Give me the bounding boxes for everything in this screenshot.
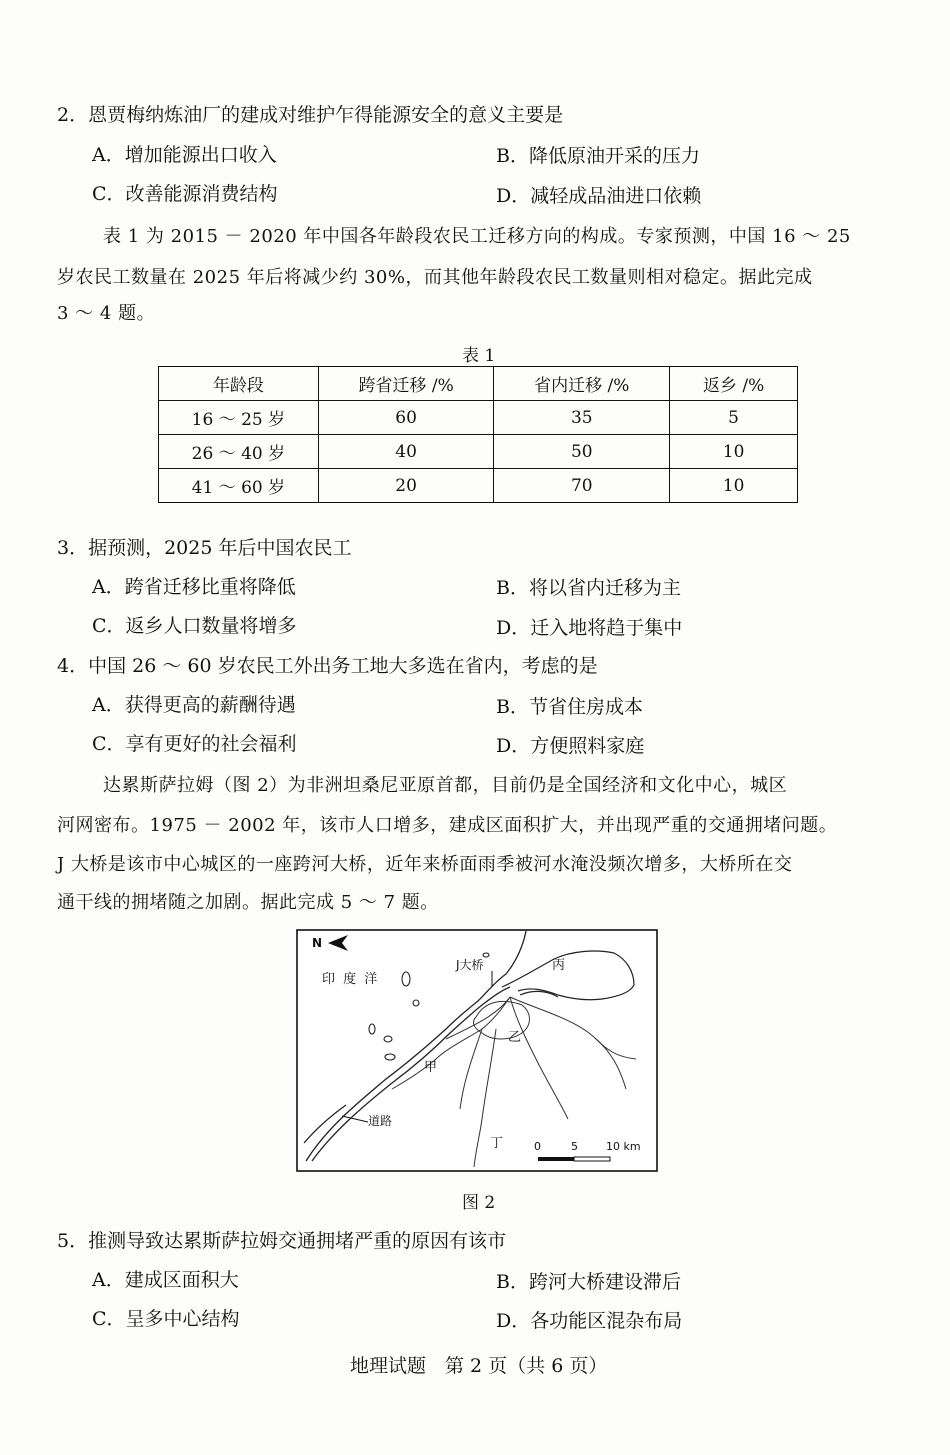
q3-stem: 3．据预测，2025 年后中国农民工 (57, 537, 352, 559)
scale-label-0: 0 (534, 1140, 541, 1153)
table1 (158, 366, 798, 503)
scale-label-5: 5 (571, 1140, 578, 1153)
place-jia: 甲 (424, 1060, 438, 1075)
q3-option-b: B．将以省内迁移为主 (496, 577, 681, 599)
q2-option-c: C．改善能源消费结构 (92, 183, 278, 205)
q3-option-a: A．跨省迁移比重将降低 (92, 576, 296, 598)
place-yi: 乙 (508, 1030, 522, 1045)
q5-option-d: D．各功能区混杂布局 (496, 1310, 683, 1332)
table1-caption: 表 1 (462, 346, 496, 366)
table-cell: 10 (670, 435, 798, 469)
table-cell: 16 ～ 25 岁 (159, 401, 319, 435)
q5-stem: 5．推测导致达累斯萨拉姆交通拥堵严重的原因有该市 (57, 1230, 507, 1252)
road-label: 道路 (368, 1114, 393, 1128)
intro-3-4-line1: 表 1 为 2015 － 2020 年中国各年龄段农民工迁移方向的构成。专家预测，中国 16 ～ 25 (103, 226, 851, 247)
intro-5-7-line3: J 大桥是该市中心城区的一座跨河大桥，近年来桥面雨季被河水淹没频次增多，大桥所在交 (57, 854, 793, 875)
table-cell: 50 (494, 435, 670, 469)
q2-option-d: D．减轻成品油进口依赖 (496, 185, 702, 207)
q4-option-c: C．享有更好的社会福利 (92, 733, 297, 755)
q4-stem: 4．中国 26 ～ 60 岁农民工外出务工地大多选在省内，考虑的是 (57, 655, 598, 677)
q3-option-c: C．返乡人口数量将增多 (92, 615, 297, 637)
intro-3-4-line2: 岁农民工数量在 2025 年后将减少约 30%，而其他年龄段农民工数量则相对稳定。据此完成 (57, 267, 813, 288)
table-cell: 5 (670, 401, 798, 435)
table-cell: 35 (494, 401, 670, 435)
table-header-row (159, 367, 798, 401)
table-header: 返乡 /% (670, 367, 798, 401)
table-cell: 20 (318, 469, 494, 503)
table-row (159, 435, 798, 469)
table-cell: 41 ～ 60 岁 (159, 469, 319, 503)
q4-option-b: B．节省住房成本 (496, 696, 643, 718)
scale-label-10: 10 km (606, 1140, 641, 1153)
table-header: 年龄段 (159, 367, 319, 401)
figure2-map (296, 929, 658, 1172)
table-cell: 60 (318, 401, 494, 435)
q2-option-a: A．增加能源出口收入 (92, 144, 277, 166)
north-label: N (312, 936, 323, 950)
intro-5-7-line2: 河网密布。1975 － 2002 年，该市人口增多，建成区面积扩大，并出现严重的交通拥堵问题。 (57, 815, 838, 836)
bridge-label: J大桥 (456, 958, 484, 972)
ocean-label: 印 度 洋 (322, 972, 380, 987)
table-cell: 10 (670, 469, 798, 503)
q4-option-d: D．方便照料家庭 (496, 735, 645, 757)
figure2-caption: 图 2 (462, 1193, 496, 1213)
table-cell: 40 (318, 435, 494, 469)
q5-option-a: A．建成区面积大 (92, 1269, 239, 1291)
scale-bar (538, 1157, 610, 1161)
q2-stem: 2．恩贾梅纳炼油厂的建成对维护乍得能源安全的意义主要是 (57, 104, 564, 126)
table-header: 省内迁移 /% (494, 367, 670, 401)
intro-5-7-line4: 通干线的拥堵随之加剧。据此完成 5 ～ 7 题。 (57, 892, 439, 913)
table-row (159, 401, 798, 435)
intro-5-7-line1: 达累斯萨拉姆（图 2）为非洲坦桑尼亚原首都，目前仍是全国经济和文化中心，城区 (103, 775, 788, 796)
q5-option-b: B．跨河大桥建设滞后 (496, 1271, 681, 1293)
q3-option-d: D．迁入地将趋于集中 (496, 617, 683, 639)
q2-option-b: B．降低原油开采的压力 (496, 145, 700, 167)
table-header: 跨省迁移 /% (318, 367, 494, 401)
table-cell: 26 ～ 40 岁 (159, 435, 319, 469)
table-row (159, 469, 798, 503)
place-bing: 丙 (552, 958, 566, 973)
intro-3-4-line3: 3 ～ 4 题。 (57, 303, 156, 324)
page-footer: 地理试题 第 2 页（共 6 页） (350, 1355, 608, 1377)
table-cell: 70 (494, 469, 670, 503)
q4-option-a: A．获得更高的薪酬待遇 (92, 694, 296, 716)
q5-option-c: C．呈多中心结构 (92, 1308, 240, 1330)
place-ding: 丁 (490, 1136, 504, 1151)
